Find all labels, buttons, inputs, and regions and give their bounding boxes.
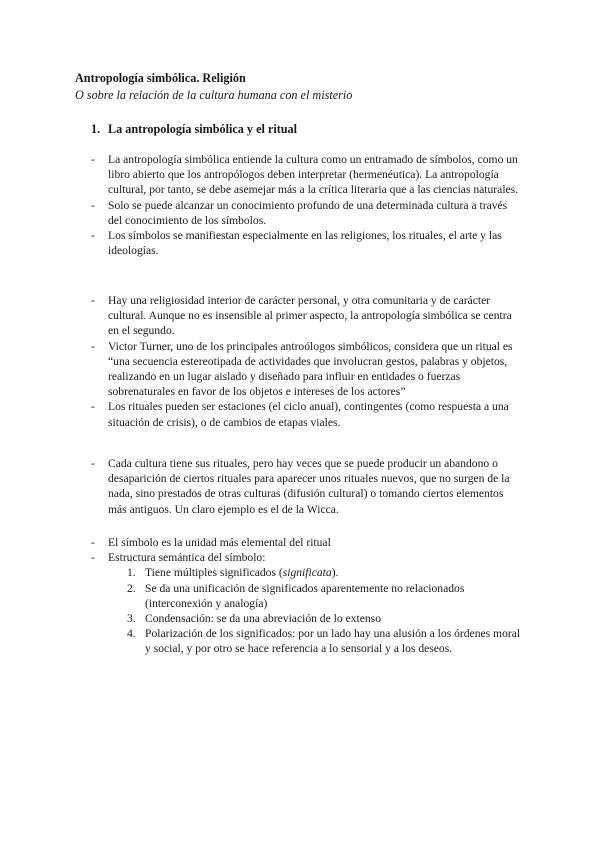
item-number: 1. bbox=[127, 566, 136, 580]
list-item bbox=[91, 152, 523, 198]
bullet-list-1 bbox=[91, 152, 523, 258]
list-item bbox=[91, 550, 523, 656]
item-text: Tiene múltiples significados ( bbox=[145, 566, 283, 580]
bullet-marker: - bbox=[91, 339, 95, 353]
section-number: 1. bbox=[91, 122, 101, 136]
bullet-marker: - bbox=[91, 400, 95, 414]
bullet-marker: - bbox=[91, 229, 95, 243]
bullet-marker: - bbox=[91, 457, 95, 470]
list-item bbox=[91, 198, 523, 228]
list-item-text: La antropología simbólica entiende la cultura como un entramado de símbolos, como un libro abierto que los antropólogos deben interpretar (hermenéutica). La antropología cultural, por tanto, se debe asemejar más a la crítica literaria que a las ciencias naturales. bbox=[108, 153, 519, 197]
list-item-text: Estructura semántica del símbolo: bbox=[108, 551, 266, 565]
structure-list bbox=[127, 565, 523, 656]
section-heading bbox=[91, 122, 297, 137]
list-item bbox=[91, 228, 523, 258]
list-item bbox=[91, 399, 523, 429]
bullet-marker: - bbox=[91, 153, 95, 166]
bullet-marker: - bbox=[91, 551, 95, 565]
bullet-list-4 bbox=[91, 535, 523, 657]
bullet-marker: - bbox=[91, 536, 95, 549]
item-text: Polarización de los significados: por un lado hay una alusión a los órdenes moral y social, y por otro se hace referencia a lo sensorial y a los deseos. bbox=[145, 627, 521, 656]
list-item-text: Solo se puede alcanzar un conocimiento profundo de una determinada cultura a través del conocimiento de los símbolos. bbox=[108, 198, 508, 227]
bullet-list-2 bbox=[91, 293, 523, 430]
bullet-marker: - bbox=[91, 198, 95, 212]
list-item-text: El símbolo es la unidad más elemental del ritual bbox=[108, 536, 331, 549]
item-emphasis: significata bbox=[282, 566, 332, 580]
list-item-text: Victor Turner, uno de los principales antroólogos simbólicos, considera que un ritual es “una secuencia estereotipada de actividades que involucran gestos, palabras y objetos, realizando en un lugar aislado y diseñado para influir en entidades o fuerzas sobrenaturales en favor de los objetos e intereses de los actores” bbox=[108, 339, 513, 399]
document-subtitle: O sobre la relación de la cultura humana con el misterio bbox=[75, 88, 353, 102]
item-text: Condensación: se da una abreviación de lo extenso bbox=[145, 612, 381, 626]
structure-item bbox=[127, 611, 523, 626]
list-item-text: Los símbolos se manifiestan especialmente en las religiones, los rituales, el arte y las ideologías. bbox=[108, 229, 502, 258]
document-title: Antropología simbólica. Religión bbox=[75, 71, 246, 85]
item-number: 2. bbox=[127, 581, 136, 595]
item-text: Se da una unificación de significados aparentemente no relacionados (interconexión y analogía) bbox=[145, 581, 465, 610]
list-item-text: Los rituales pueden ser estaciones (el ciclo anual), contingentes (como respuesta a una situación de crisis), o de cambios de etapas viales. bbox=[108, 400, 509, 429]
bullet-list-3 bbox=[91, 456, 523, 517]
list-item-text: Hay una religiosidad interior de carácter personal, y otra comunitaria y de carácter cultural. Aunque no es insensible al primer aspecto, la antropología simbólica se centra en el segundo. bbox=[108, 294, 512, 338]
list-item-text: Cada cultura tiene sus rituales, pero hay veces que se puede producir un abandono o desaparición de ciertos rituales para aparecer unos rituales nuevos, que no surgen de la nada, sino prestados de otras culturas (difusión cultural) o tomando ciertos elementos más antiguos. Un claro ejemplo es el de la Wicca. bbox=[108, 457, 510, 516]
structure-item bbox=[127, 565, 523, 580]
list-item bbox=[91, 456, 523, 517]
section-title: La antropología simbólica y el ritual bbox=[108, 122, 298, 136]
list-item bbox=[91, 535, 523, 550]
bullet-marker: - bbox=[91, 294, 95, 307]
list-item bbox=[91, 339, 523, 400]
item-number: 4. bbox=[127, 627, 136, 641]
item-number: 3. bbox=[127, 612, 136, 626]
item-text-end: ). bbox=[331, 566, 339, 580]
structure-item bbox=[127, 581, 523, 611]
list-item bbox=[91, 293, 523, 339]
structure-item bbox=[127, 626, 523, 656]
